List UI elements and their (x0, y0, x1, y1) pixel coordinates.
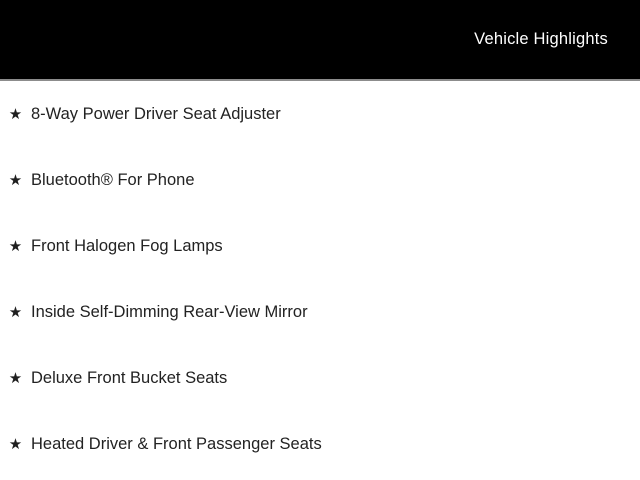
highlight-item (0, 345, 640, 411)
highlight-label: Bluetooth® For Phone (31, 170, 195, 189)
highlight-label: 8-Way Power Driver Seat Adjuster (31, 104, 281, 123)
star-icon: ★ (8, 303, 23, 321)
highlight-label: Inside Self-Dimming Rear-View Mirror (31, 302, 308, 321)
highlight-label: Deluxe Front Bucket Seats (31, 368, 228, 387)
highlight-label: Heated Driver & Front Passenger Seats (31, 434, 322, 453)
highlight-item (0, 147, 640, 213)
highlight-label: Front Halogen Fog Lamps (31, 236, 223, 255)
highlight-list (0, 81, 640, 477)
star-icon: ★ (8, 105, 23, 123)
section-title: Vehicle Highlights (474, 30, 608, 48)
vehicle-highlights-header (0, 0, 640, 81)
highlight-item (0, 81, 640, 147)
star-icon: ★ (8, 237, 23, 255)
star-icon: ★ (8, 435, 23, 453)
highlight-item (0, 411, 640, 477)
highlight-item (0, 213, 640, 279)
star-icon: ★ (8, 369, 23, 387)
highlight-item (0, 279, 640, 345)
star-icon: ★ (8, 171, 23, 189)
